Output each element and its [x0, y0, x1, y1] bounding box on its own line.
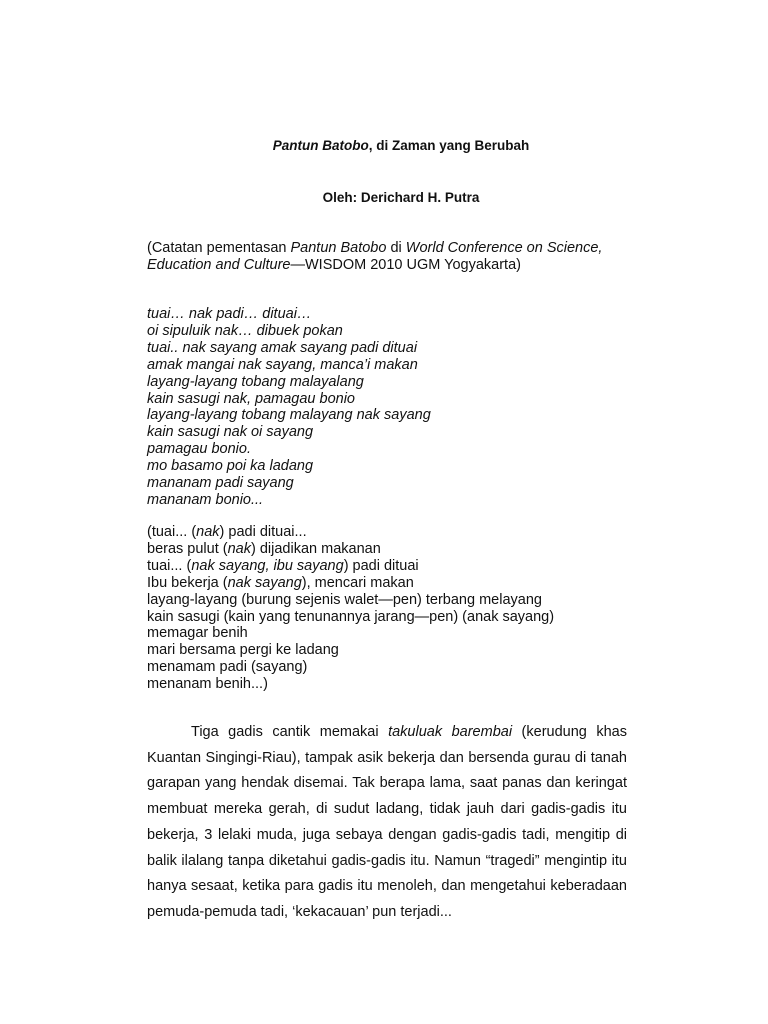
- verse-line: mo basamo poi ka ladang: [147, 458, 314, 475]
- paragraph-italic: takuluak barembai: [388, 724, 513, 740]
- paragraph-line: membuat mereka gerah, di sudut ladang, tidak jauh dari gadis-gadis itu: [147, 801, 627, 818]
- translation-line: layang-layang (burung sejenis walet—pen) terbang melayang: [147, 591, 542, 608]
- translation-line: menanam benih...): [147, 676, 268, 693]
- document-title: [0, 138, 768, 153]
- title-italic: Pantun Batobo: [272, 138, 369, 153]
- note-event-2: Education and Culture: [147, 257, 291, 273]
- translation-italic: nak: [196, 524, 220, 540]
- paragraph-line: balik ilalang tanpa diketahui gadis-gadis itu. Namun “tragedi” mengintip itu: [147, 852, 627, 869]
- verse-line: mananam bonio...: [147, 491, 264, 508]
- body-paragraph: [147, 720, 627, 926]
- verse-original: [147, 306, 627, 509]
- verse-line: amak mangai nak sayang, manca’i makan: [147, 356, 418, 373]
- translation-text: ) padi dituai...: [219, 524, 307, 540]
- translation-line: mari bersama pergi ke ladang: [147, 642, 339, 659]
- verse-line: kain sasugi nak, pamagau bonio: [147, 390, 355, 407]
- translation-line: menamam padi (sayang): [147, 659, 308, 676]
- note-work: Pantun Batobo: [290, 240, 387, 256]
- translation-italic: nak: [227, 540, 251, 557]
- verse-line: tuai… nak padi… dituai…: [147, 306, 312, 322]
- translation-text: Ibu bekerja (: [147, 574, 228, 591]
- performance-note: [147, 240, 667, 274]
- translation-text: ), mencari makan: [301, 574, 414, 591]
- translation-line: [147, 558, 627, 575]
- note-open: (Catatan pementasan: [147, 240, 291, 256]
- paragraph-line: garapan yang hendak disemai. Tak berapa lama, saat panas dan keringat: [147, 775, 627, 792]
- verse-translation: [147, 524, 627, 693]
- translation-italic: nak sayang: [227, 574, 302, 591]
- translation-line: [147, 524, 627, 541]
- paragraph-text: Tiga gadis cantik memakai: [191, 724, 389, 740]
- translation-text: tuai... (: [147, 557, 192, 574]
- translation-italic: nak sayang, ibu sayang: [191, 557, 344, 574]
- translation-text: ) padi dituai: [343, 557, 419, 574]
- paragraph-line: [147, 720, 627, 746]
- note-mid: di: [386, 240, 406, 256]
- verse-line: mananam padi sayang: [147, 475, 294, 492]
- note-line-1: [147, 240, 667, 257]
- note-line-2: [147, 257, 667, 274]
- paragraph-line: Kuantan Singingi-Riau), tampak asik bekerja dan bersenda gurau di tanah: [147, 749, 627, 766]
- translation-text: (tuai... (: [147, 524, 197, 540]
- note-event: World Conference on Science,: [405, 240, 603, 256]
- translation-line: kain sasugi (kain yang tenunannya jarang—pen) (anak sayang): [147, 608, 555, 625]
- author-line: Oleh: Derichard H. Putra: [322, 190, 480, 205]
- translation-text: beras pulut (: [147, 540, 228, 557]
- paragraph-line: hanya sesaat, ketika para gadis itu menoleh, dan mengetahui keberadaan: [147, 878, 627, 895]
- verse-line: tuai.. nak sayang amak sayang padi dituai: [147, 339, 418, 356]
- verse-line: kain sasugi nak oi sayang: [147, 424, 314, 441]
- verse-line: pamagau bonio.: [147, 441, 251, 458]
- paragraph-line: pemuda-pemuda tadi, ‘kekacauan’ pun terjadi...: [147, 903, 452, 920]
- paragraph-text: (kerudung khas: [512, 724, 627, 740]
- verse-line: layang-layang tobang malayalang: [147, 373, 364, 390]
- verse-line: layang-layang tobang malayang nak sayang: [147, 407, 431, 424]
- paragraph-line: bekerja, 3 lelaki muda, juga sebaya dengan gadis-gadis tadi, mengitip di: [147, 826, 627, 843]
- verse-line: oi sipuluik nak… dibuek pokan: [147, 322, 343, 339]
- translation-line: memagar benih: [147, 625, 248, 642]
- translation-text: ) dijadikan makanan: [251, 540, 381, 557]
- note-event-rest: —WISDOM 2010 UGM Yogyakarta): [290, 257, 521, 273]
- translation-line: [147, 541, 627, 558]
- translation-line: [147, 575, 627, 592]
- title-rest: , di Zaman yang Berubah: [368, 138, 530, 153]
